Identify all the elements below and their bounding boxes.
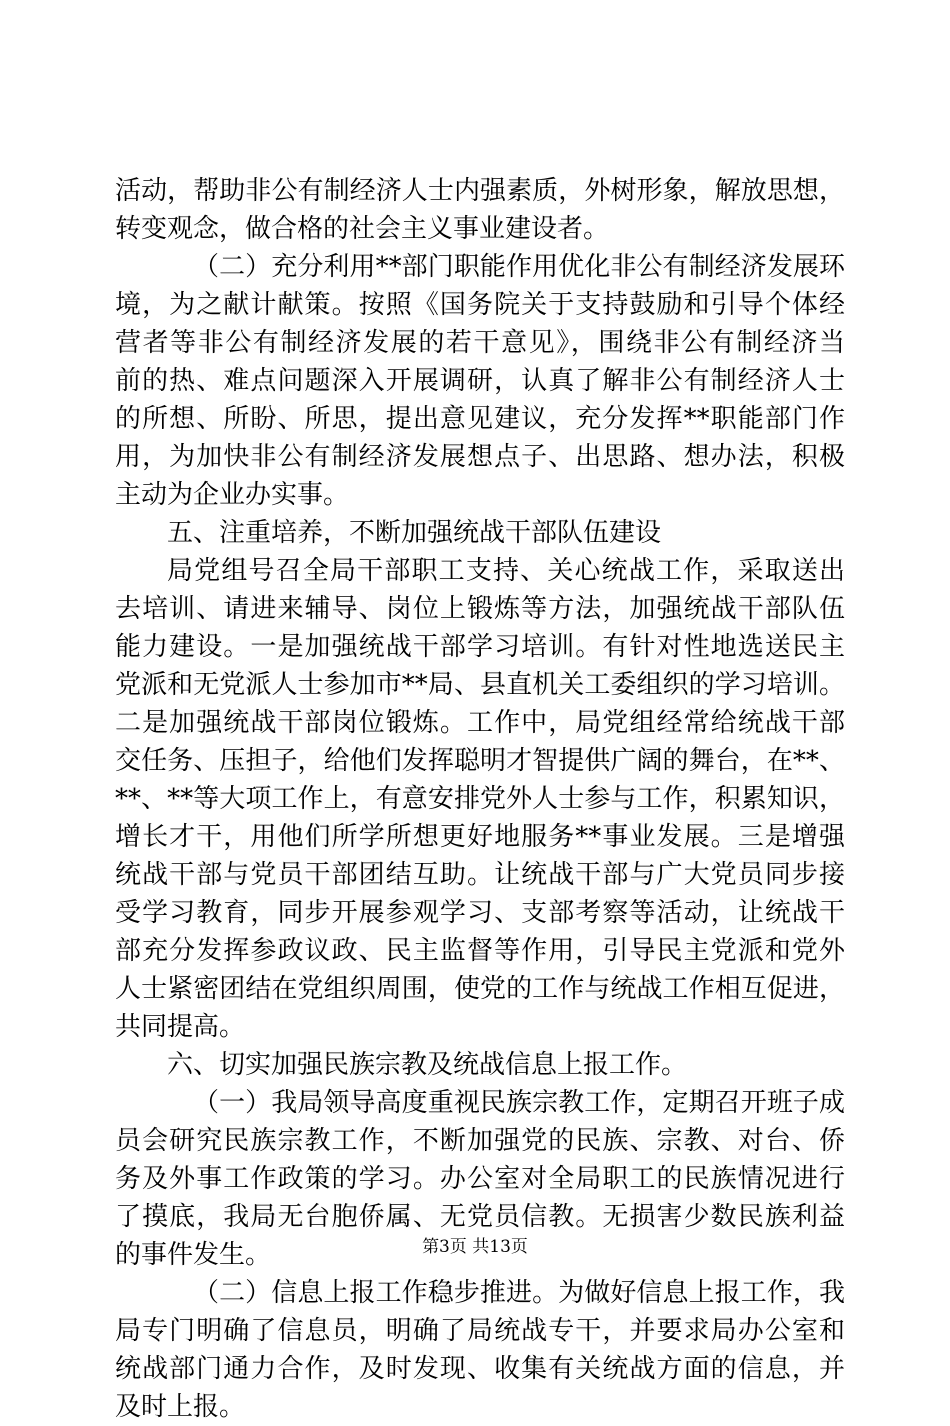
text-line: 用，为加快非公有制经济发展想点子、出思路、想办法，积极 [115,442,845,472]
text-line: 的事件发生。 [115,1240,272,1270]
text-line: （二）信息上报工作稳步推进。为做好信息上报工作，我 [193,1278,845,1308]
text-line: 前的热、难点问题深入开展调研，认真了解非公有制经济人士 [115,366,845,396]
text-line: 局专门明确了信息员，明确了局统战专干，并要求局办公室和 [115,1316,845,1346]
text-line: 去培训、请进来辅导、岗位上锻炼等方法，加强统战干部队伍 [115,594,845,624]
text-line: **、**等大项工作上，有意安排党外人士参与工作，积累知识， [115,784,845,814]
section-heading: 六、切实加强民族宗教及统战信息上报工作。 [167,1050,688,1080]
page-number-footer: 第3页 共13页 [422,1237,528,1257]
text-line: 及时上报。 [115,1392,246,1422]
text-line: 了摸底，我局无台胞侨属、无党员信教。无损害少数民族利益 [115,1202,845,1232]
text-line: 活动，帮助非公有制经济人士内强素质，外树形象，解放思想， [115,176,845,206]
text-line: 部充分发挥参政议政、民主监督等作用，引导民主党派和党外 [115,936,845,966]
text-line: 统战部门通力合作，及时发现、收集有关统战方面的信息，并 [115,1354,845,1384]
text-line: 局党组号召全局干部职工支持、关心统战工作，采取送出 [167,556,845,586]
text-line: 主动为企业办实事。 [115,480,350,510]
text-line: 务及外事工作政策的学习。办公室对全局职工的民族情况进行 [115,1164,845,1194]
text-line: 共同提高。 [115,1012,246,1042]
text-line: 交任务、压担子，给他们发挥聪明才智提供广阔的舞台，在**、 [115,746,845,776]
text-line: 受学习教育，同步开展参观学习、支部考察等活动，让统战干 [115,898,845,928]
text-line: （二）充分利用**部门职能作用优化非公有制经济发展环 [193,252,845,282]
text-line: 增长才干，用他们所学所想更好地服务**事业发展。三是增强 [115,822,845,852]
text-line: 人士紧密团结在党组织周围，使党的工作与统战工作相互促进， [115,974,845,1004]
text-line: 统战干部与党员干部团结互助。让统战干部与广大党员同步接 [115,860,845,890]
text-line: 二是加强统战干部岗位锻炼。工作中，局党组经常给统战干部 [115,708,845,738]
text-line: 的所想、所盼、所思，提出意见建议，充分发挥**职能部门作 [115,404,845,434]
text-line: 境，为之献计献策。按照《国务院关于支持鼓励和引导个体经 [115,290,845,320]
text-line: 能力建设。一是加强统战干部学习培训。有针对性地选送民主 [115,632,845,662]
text-line: 党派和无党派人士参加市**局、县直机关工委组织的学习培训。 [115,670,845,700]
text-line: 员会研究民族宗教工作，不断加强党的民族、宗教、对台、侨 [115,1126,845,1156]
text-line: 转变观念，做合格的社会主义事业建设者。 [115,214,610,244]
text-line: 营者等非公有制经济发展的若干意见》，围绕非公有制经济当 [115,328,845,358]
text-line: （一）我局领导高度重视民族宗教工作，定期召开班子成 [193,1088,845,1118]
section-heading: 五、注重培养，不断加强统战干部队伍建设 [167,518,662,548]
